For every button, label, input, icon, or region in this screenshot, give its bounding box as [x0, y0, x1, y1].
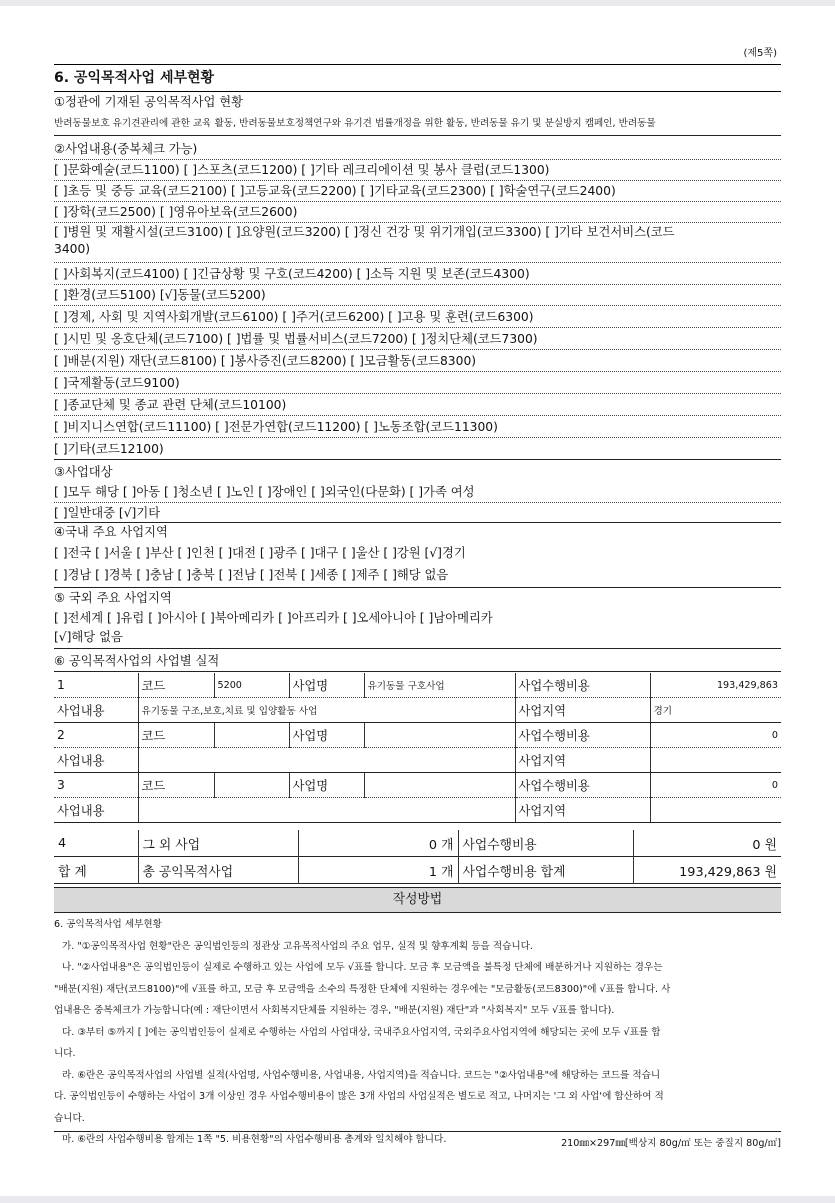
s2-line: [ ]종교단체 및 종교 관련 단체(코드10100) — [54, 395, 781, 416]
cost-label: 사업수행비용 — [515, 723, 650, 748]
other-number: 4 — [54, 830, 138, 857]
other-cost-label: 사업수행비용 — [458, 830, 633, 857]
s2-line: [ ]배분(지원) 재단(코드8100) [ ]봉사증진(코드8200) [ ]모금활동(코드8300) — [54, 351, 781, 372]
other-row — [54, 830, 781, 857]
s2-line: [ ]환경(코드5100) [√]동물(코드5200) — [54, 285, 781, 306]
cost-label: 사업수행비용 — [515, 673, 650, 698]
cost-value: 0 — [650, 723, 781, 748]
content-label: 사업내용 — [54, 698, 138, 723]
method-line: 업내용은 중복체크가 가능합니다(예 : 재단이면서 사회복지단체를 지원하는 경우, "배분(지원) 재단"과 "사회복지" 모두 √표를 합니다). — [54, 1005, 615, 1016]
method-heading: 작성방법 — [54, 887, 781, 913]
s2-line: [ ]장학(코드2500) [ ]영유아보육(코드2600) — [54, 202, 781, 223]
method-line: 라. ⑥란은 공익목적사업의 사업별 실적(사업명, 사업수행비용, 사업내용, 사업지역)을 적습니다. 코드는 "②사업내용"에 해당하는 코드를 적습니 — [62, 1069, 661, 1081]
method-line: 습니다. — [54, 1112, 85, 1124]
page-label: (제5쪽) — [743, 48, 777, 59]
name-label: 사업명 — [289, 773, 364, 798]
table-row — [54, 773, 781, 798]
table-row — [54, 748, 781, 773]
method-line: 다. 공익법인등이 수행하는 사업이 3개 이상인 경우 사업수행비용이 많은 3개 사업의 사업실적은 별도로 적고, 나머지는 '그 외 사업'에 합산하여 적 — [54, 1091, 664, 1102]
s2-heading: ②사업내용(중복체크 가능) — [54, 139, 781, 160]
content-value — [138, 798, 515, 823]
region-value: 경기 — [650, 698, 781, 723]
s5-line: [√]해당 없음 — [54, 627, 781, 649]
name-value — [364, 723, 515, 748]
row-number: 1 — [54, 673, 138, 698]
method-line: "배분(지원) 재단(코드8100)"에 √표를 하고, 모금 후 모금액을 소수의 특정한 단체에 지원하는 경우에는 "모금활동(코드8300)"에 √표를 합니다. 사 — [54, 983, 671, 995]
code-value — [214, 773, 289, 798]
s5-heading: ⑤ 국외 주요 사업지역 — [54, 591, 172, 605]
table-row — [54, 798, 781, 823]
s2-line: [ ]사회복지(코드4100) [ ]긴급상황 및 구호(코드4200) [ ]소득 지원 및 보존(코드4300) — [54, 264, 781, 285]
content-label: 사업내용 — [54, 748, 138, 773]
method-line: 다. ③부터 ⑤까지 [ ]에는 공익법인등이 실제로 수행하는 사업의 사업대상, 국내주요사업지역, 국외주요사업지역에 해당되는 곳에 모두 √표를 합 — [62, 1026, 661, 1038]
total-cost-label: 사업수행비용 합계 — [458, 857, 633, 884]
code-label: 코드 — [138, 673, 214, 698]
other-cost: 0 원 — [752, 837, 777, 853]
method-line: 나. "②사업내용"은 공익법인등이 실제로 수행하고 있는 사업에 모두 √표를 합니다. 모금 후 모금액을 불특정 단체에 배분하거나 지원하는 경우는 — [62, 962, 663, 973]
total-cost: 193,429,863 원 — [679, 864, 777, 880]
s3-line: [ ]일반대중 [√]기타 — [54, 503, 781, 523]
total-label: 총 공익목적사업 — [138, 857, 298, 884]
name-label: 사업명 — [289, 673, 364, 698]
table-row — [54, 673, 781, 698]
cost-label: 사업수행비용 — [515, 773, 650, 798]
s2-line: [ ]경제, 사회 및 지역사회개발(코드6100) [ ]주거(코드6200) [ ]고용 및 훈련(코드6300) — [54, 307, 781, 328]
name-value — [364, 773, 515, 798]
row-number: 2 — [54, 723, 138, 748]
s2-line: [ ]시민 및 옹호단체(코드7100) [ ]법률 및 법률서비스(코드7200) [ ]정치단체(코드7300) — [54, 329, 781, 350]
content-label: 사업내용 — [54, 798, 138, 823]
s3-line: [ ]모두 해당 [ ]아동 [ ]청소년 [ ]노인 [ ]장애인 [ ]외국인(다문화) [ ]가족 여성 — [54, 482, 781, 503]
method-line: 가. "①공익목적사업 현황"란은 공익법인등의 정관상 고유목적사업의 주요 업무, 실적 및 향후계획 등을 적습니다. — [62, 940, 533, 952]
region-label: 사업지역 — [515, 798, 650, 823]
performance-table — [54, 673, 781, 823]
s2-line: [ ]병원 및 재활시설(코드3100) [ ]요양원(코드3200) [ ]정신 건강 및 위기개입(코드3300) [ ]기타 보건서비스(코드 — [54, 225, 675, 239]
s6-heading: ⑥ 공익목적사업의 사업별 실적 — [54, 651, 781, 672]
method-line: 마. ⑥란의 사업수행비용 합계는 1쪽 "5. 비용현황"의 사업수행비용 총계와 일치해야 합니다. — [62, 1134, 447, 1145]
s2-line: [ ]기타(코드12100) — [54, 439, 781, 460]
s1-content: 반려동물보호 유기견관리에 관한 교육 활동, 반려동물보호정책연구와 유기견 법률개정을 위한 활동, 반려동물 유기 및 분실방지 캠페인, 반려동물 — [54, 112, 781, 136]
s3-heading: ③사업대상 — [54, 465, 113, 479]
region-value — [650, 798, 781, 823]
name-value: 유기동물 구호사업 — [364, 673, 515, 698]
code-label: 코드 — [138, 723, 214, 748]
document-page — [0, 6, 835, 1196]
region-value — [650, 748, 781, 773]
cost-value: 193,429,863 — [650, 673, 781, 698]
other-count: 0 개 — [298, 830, 458, 857]
section-title: 6. 공익목적사업 세부현황 — [54, 64, 781, 92]
total-row — [54, 857, 781, 884]
s4-heading: ④국내 주요 사업지역 — [54, 525, 168, 539]
s2-line: 3400) — [54, 242, 781, 263]
paper-spec-footer: 210㎜×297㎜[백상지 80g/㎡ 또는 중질지 80g/㎡] — [54, 1131, 781, 1149]
content-value: 유기동물 구조,보호,치료 및 입양활동 사업 — [138, 698, 515, 723]
summary-table — [54, 830, 781, 884]
s2-line: [ ]비지니스연합(코드11100) [ ]전문가연합(코드11200) [ ]노동조합(코드11300) — [54, 417, 781, 438]
method-line: 6. 공익목적사업 세부현황 — [54, 919, 162, 930]
s2-line: [ ]초등 및 중등 교육(코드2100) [ ]고등교육(코드2200) [ ]기타교육(코드2300) [ ]학술연구(코드2400) — [54, 181, 781, 202]
region-label: 사업지역 — [515, 698, 650, 723]
total-count: 1 개 — [298, 857, 458, 884]
code-value: 5200 — [214, 673, 289, 698]
s4-line: [ ]전국 [ ]서울 [ ]부산 [ ]인천 [ ]대전 [ ]광주 [ ]대구 [ ]울산 [ ]강원 [√]경기 — [54, 546, 466, 560]
s4-line: [ ]경남 [ ]경북 [ ]충남 [ ]충북 [ ]전남 [ ]전북 [ ]세종 [ ]제주 [ ]해당 없음 — [54, 565, 781, 588]
other-label: 그 외 사업 — [138, 830, 298, 857]
s2-line: [ ]문화예술(코드1100) [ ]스포츠(코드1200) [ ]기타 레크리에이션 및 봉사 클럽(코드1300) — [54, 160, 781, 181]
table-row — [54, 723, 781, 748]
name-label: 사업명 — [289, 723, 364, 748]
s1-heading: ①정관에 기재된 공익목적사업 현황 — [54, 95, 244, 109]
table-row — [54, 698, 781, 723]
s5-line: [ ]전세계 [ ]유럽 [ ]아시아 [ ]북아메리카 [ ]아프리카 [ ]오세아니아 [ ]남아메리카 — [54, 611, 493, 625]
region-label: 사업지역 — [515, 748, 650, 773]
cost-value: 0 — [650, 773, 781, 798]
s2-line: [ ]국제활동(코드9100) — [54, 373, 781, 394]
total-number: 합 계 — [54, 857, 138, 884]
code-value — [214, 723, 289, 748]
method-line: 니다. — [54, 1048, 76, 1059]
row-number: 3 — [54, 773, 138, 798]
code-label: 코드 — [138, 773, 214, 798]
method-text — [54, 914, 781, 1151]
content-value — [138, 748, 515, 773]
